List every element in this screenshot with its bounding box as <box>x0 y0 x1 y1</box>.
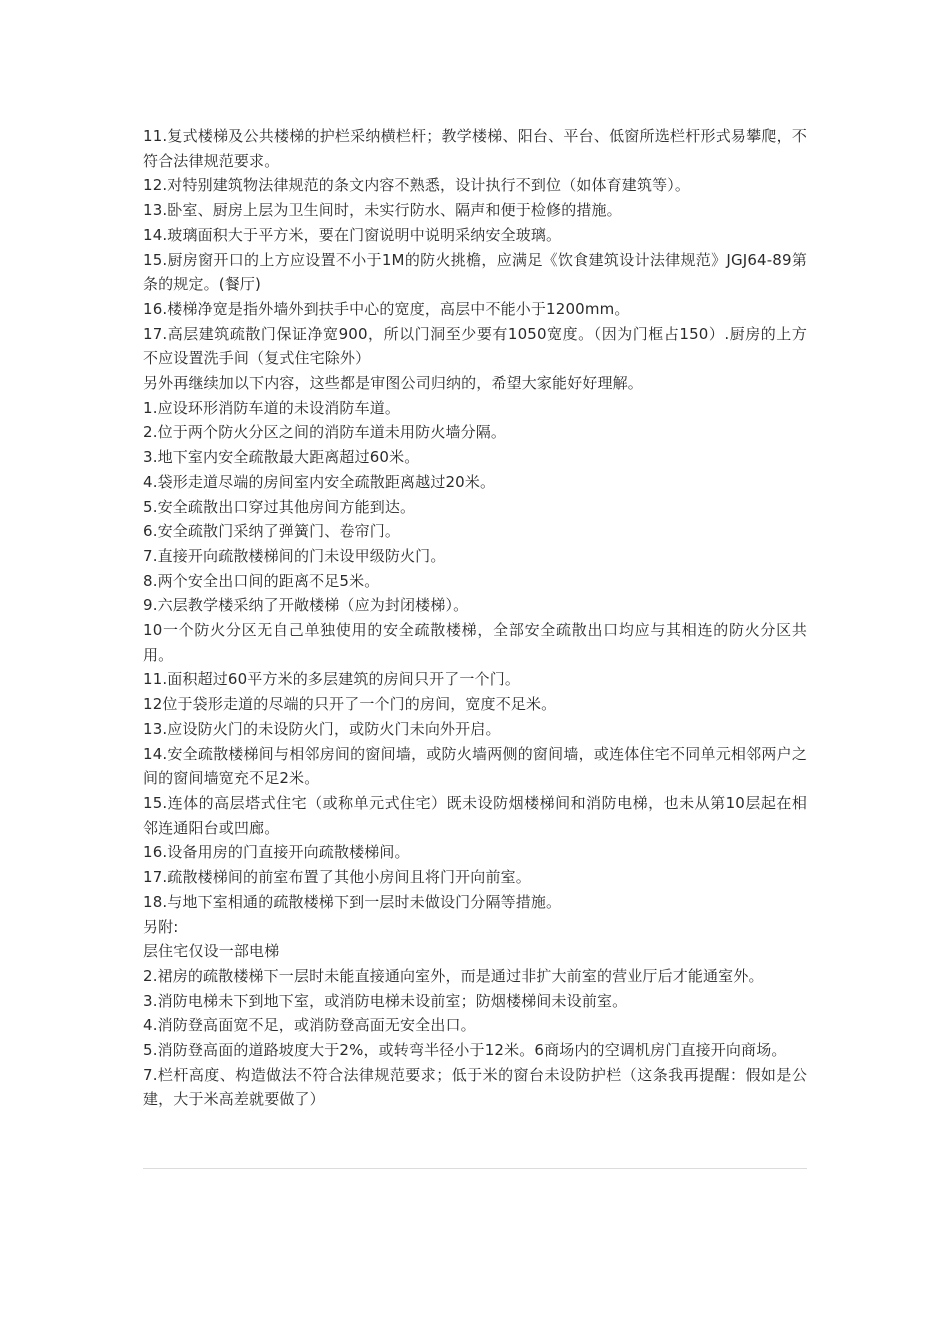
paragraph: 7.栏杆高度、构造做法不符合法律规范要求；低于米的窗台未设防护栏（这条我再提醒：假如是公建，大于米高差就要做了） <box>143 1065 807 1109</box>
paragraph: 6.安全疏散门采纳了弹簧门、卷帘门。 <box>143 522 401 541</box>
paragraph: 另附: <box>143 917 179 936</box>
bottom-divider <box>143 1168 807 1169</box>
paragraph: 5.消防登高面的道路坡度大于2%，或转弯半径小于12米。6商场内的空调机房门直接开向商场。 <box>143 1041 787 1060</box>
paragraph: 2.位于两个防火分区之间的消防车道未用防火墙分隔。 <box>143 423 507 442</box>
paragraph: 2.裙房的疏散楼梯下一层时未能直接通向室外，而是通过非扩大前室的营业厅后才能通室外。 <box>143 966 764 985</box>
paragraph: 9.六层教学楼采纳了开敞楼梯（应为封闭楼梯）。 <box>143 596 469 615</box>
paragraph: 10一个防火分区无自己单独使用的安全疏散楼梯，全部安全疏散出口均应与其相连的防火分区共用。 <box>143 621 807 664</box>
paragraph: 7.直接开向疏散楼梯间的门未设甲级防火门。 <box>143 546 446 565</box>
paragraph: 13.卧室、厨房上层为卫生间时，未实行防水、隔声和便于检修的措施。 <box>143 201 622 220</box>
paragraph: 17.疏散楼梯间的前室布置了其他小房间且将门开向前室。 <box>143 868 531 887</box>
paragraph: 4.袋形走道尽端的房间室内安全疏散距离越过20米。 <box>143 472 496 491</box>
paragraph: 3.地下室内安全疏散最大距离超过60米。 <box>143 448 420 467</box>
document-body <box>143 124 807 1112</box>
paragraph: 15.连体的高层塔式住宅（或称单元式住宅）既未设防烟楼梯间和消防电梯，也未从第10层起在相邻连通阳台或凹廊。 <box>143 793 807 837</box>
paragraph: 11.面积超过60平方米的多层建筑的房间只开了一个门。 <box>143 670 520 689</box>
paragraph: 12.对特别建筑物法律规范的条文内容不熟悉，设计执行不到位（如体育建筑等）。 <box>143 176 691 195</box>
paragraph: 4.消防登高面宽不足，或消防登高面无安全出口。 <box>143 1016 476 1035</box>
paragraph: 12位于袋形走道的尽端的只开了一个门的房间，宽度不足米。 <box>143 695 557 714</box>
paragraph: 16.楼梯净宽是指外墙外到扶手中心的宽度，高层中不能小于1200mm。 <box>143 299 630 318</box>
paragraph: 11.复式楼梯及公共楼梯的护栏采纳横栏杆；教学楼梯、阳台、平台、低窗所选栏杆形式易攀爬，不符合法律规范要求。 <box>143 127 807 170</box>
paragraph: 17.高层建筑疏散门保证净宽900，所以门洞至少要有1050宽度。（因为门框占150）.厨房的上方不应设置洗手间（复式住宅除外） <box>143 324 807 368</box>
paragraph: 1.应设环形消防车道的未设消防车道。 <box>143 398 401 417</box>
paragraph: 14.安全疏散楼梯间与相邻房间的窗间墙，或防火墙两侧的窗间墙，或连体住宅不同单元相邻两户之间的窗间墙宽充不足2米。 <box>143 744 807 788</box>
paragraph: 3.消防电梯未下到地下室，或消防电梯未设前室；防烟楼梯间未设前室。 <box>143 991 628 1010</box>
paragraph: 18.与地下室相通的疏散楼梯下到一层时未做设门分隔等措施。 <box>143 892 562 911</box>
paragraph: 15.厨房窗开口的上方应设置不小于1M的防火挑檐，应满足《饮食建筑设计法律规范》JGJ64-89第条的规定。(餐厅) <box>143 250 807 294</box>
paragraph: 5.安全疏散出口穿过其他房间方能到达。 <box>143 497 416 516</box>
paragraph: 13.应设防火门的未设防火门，或防火门未向外开启。 <box>143 719 501 738</box>
paragraph: 层住宅仅设一部电梯 <box>143 942 280 961</box>
paragraph: 14.玻璃面积大于平方米，要在门窗说明中说明采纳安全玻璃。 <box>143 225 562 244</box>
paragraph: 另外再继续加以下内容，这些都是审图公司归纳的，希望大家能好好理解。 <box>143 374 643 393</box>
paragraph: 16.设备用房的门直接开向疏散楼梯间。 <box>143 843 410 862</box>
paragraph: 8.两个安全出口间的距离不足5米。 <box>143 571 380 590</box>
